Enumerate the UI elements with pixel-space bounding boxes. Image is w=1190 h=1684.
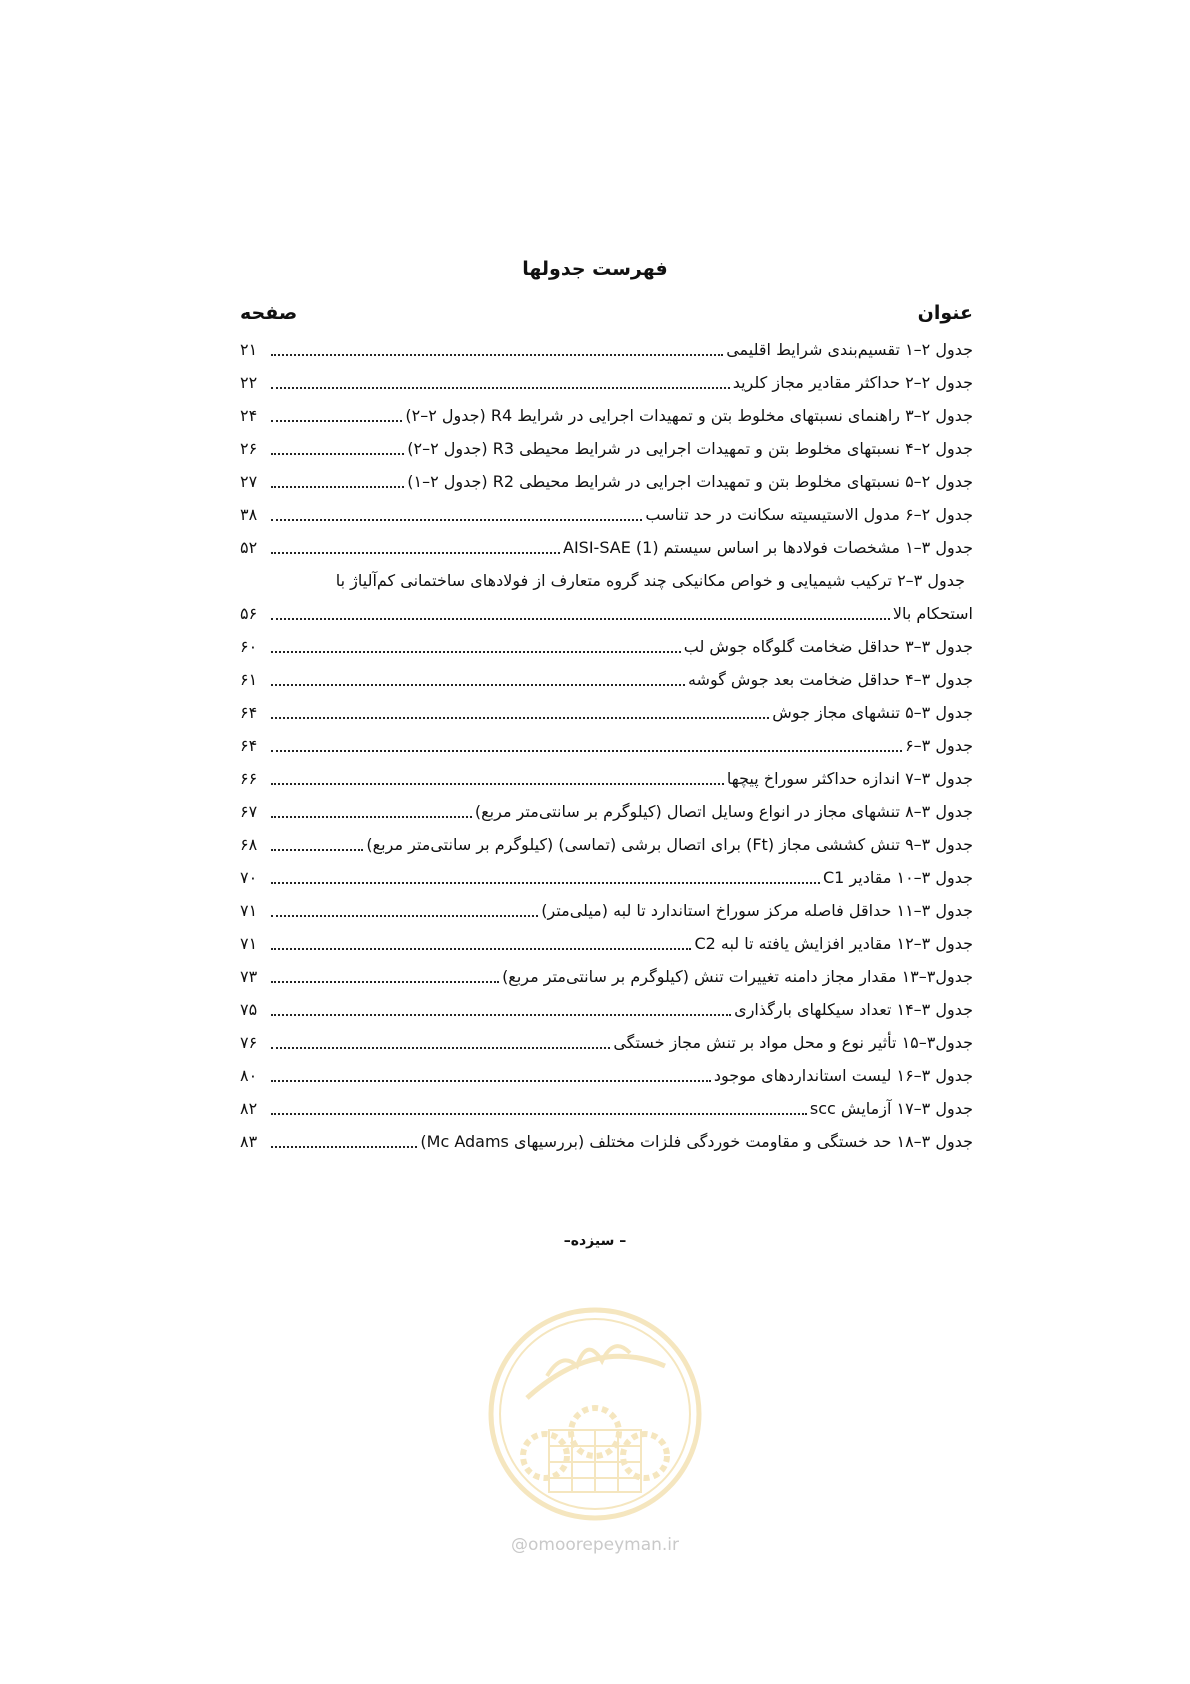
dot-leader	[271, 684, 685, 686]
page-title: فهرست جدولها	[522, 258, 668, 280]
toc-row[interactable]	[240, 1091, 973, 1124]
toc-row[interactable]	[240, 365, 973, 398]
dot-leader	[271, 915, 538, 917]
toc-page-number: ۶۰	[240, 637, 258, 656]
toc-page-number: ۷۶	[240, 1033, 258, 1052]
toc-row[interactable]	[240, 728, 973, 761]
toc-row[interactable]	[240, 926, 973, 959]
toc-page-number: ۷۱	[240, 934, 258, 953]
toc-entry-title: جدول ۳–۳ حداقل ضخامت گلوگاه جوش لب	[683, 637, 973, 656]
toc-entry-title: جدول ۳–۴ حداقل ضخامت بعد جوش گوشه	[687, 670, 973, 689]
toc-entry-title: جدول ۳–۱۴ تعداد سیکلهای بارگذاری	[734, 1000, 973, 1019]
toc-entry-title: جدول ۳–۲ ترکیب شیمیایی و خواص مکانیکی چند گروه متعارف از فولادهای ساختمانی کم‌آلیاژ با	[335, 571, 965, 590]
toc-row[interactable]	[240, 794, 973, 827]
toc-page-number: ۸۰	[240, 1066, 258, 1085]
toc-row[interactable]	[240, 497, 973, 530]
toc-entry-title: جدول ۳–۱۸ حد خستگی و مقاومت خوردگی فلزات مختلف (بررسیهای Mc Adams)	[420, 1132, 973, 1151]
toc-row[interactable]	[240, 431, 973, 464]
title-column-heading: عنوان	[917, 302, 973, 324]
toc-entry-title: جدول ۳–۹ تنش کششی مجاز (Ft) برای اتصال برشی (تماسی) (کیلوگرم بر سانتی‌متر مربع)	[366, 835, 973, 854]
toc-page-number: ۲۱	[240, 340, 258, 359]
dot-leader	[271, 387, 730, 389]
toc-entry-title: جدول ۲–۶ مدول الاستیسیته سکانت در حد تناسب	[645, 505, 973, 524]
dot-leader	[271, 1080, 711, 1082]
toc-page-number: ۳۸	[240, 505, 258, 524]
toc-entry-continuation: استحکام بالا	[892, 604, 973, 623]
toc-page-number: ۶۸	[240, 835, 258, 854]
toc-entry-title: جدول ۳–۱۲ مقادیر افزایش یافته تا لبه C2	[694, 934, 973, 953]
dot-leader	[271, 783, 724, 785]
dot-leader	[271, 750, 902, 752]
toc-row-continuation[interactable]	[240, 596, 973, 629]
dot-leader	[271, 618, 890, 620]
toc-page-number: ۶۴	[240, 703, 258, 722]
dot-leader	[271, 1113, 807, 1115]
toc-entry-title: جدول ۲–۵ نسبتهای مخلوط بتن و تمهیدات اجرایی در شرایط محیطی R2 (جدول ۲–۱)	[407, 472, 973, 491]
toc-page-number: ۶۶	[240, 769, 258, 788]
table-of-tables	[240, 332, 973, 1157]
toc-page-number: ۶۷	[240, 802, 258, 821]
toc-row[interactable]	[240, 1058, 973, 1091]
toc-row[interactable]	[240, 761, 973, 794]
toc-entry-title: جدول ۳–۶	[905, 736, 973, 755]
toc-page-number: ۸۳	[240, 1132, 258, 1151]
toc-page-number: ۲۷	[240, 472, 258, 491]
toc-page-number: ۶۱	[240, 670, 258, 689]
toc-entry-title: جدول ۳–۱ مشخصات فولادها بر اساس سیستم AISI-SAE (1)	[563, 538, 973, 557]
dot-leader	[271, 882, 820, 884]
toc-header	[240, 302, 973, 324]
toc-entry-title: جدول ۳–۷ اندازه حداکثر سوراخ پیچها	[726, 769, 973, 788]
toc-row[interactable]	[240, 662, 973, 695]
toc-row[interactable]	[240, 860, 973, 893]
toc-page-number: ۷۳	[240, 967, 258, 986]
toc-page-number: ۷۱	[240, 901, 258, 920]
toc-page-number: ۲۲	[240, 373, 258, 392]
toc-page-number: ۵۲	[240, 538, 258, 557]
dot-leader	[271, 354, 723, 356]
dot-leader	[271, 486, 404, 488]
toc-entry-title: جدول ۳–۱۰ مقادیر C1	[823, 868, 973, 887]
dot-leader	[271, 519, 642, 521]
toc-row[interactable]	[240, 464, 973, 497]
toc-page-number: ۸۲	[240, 1099, 258, 1118]
toc-entry-title: جدول ۲–۴ نسبتهای مخلوط بتن و تمهیدات اجرایی در شرایط محیطی R3 (جدول ۲–۲)	[407, 439, 973, 458]
toc-row[interactable]	[240, 893, 973, 926]
toc-row[interactable]	[240, 563, 973, 596]
toc-row[interactable]	[240, 959, 973, 992]
toc-row[interactable]	[240, 1025, 973, 1058]
dot-leader	[271, 981, 499, 983]
toc-entry-title: جدول۳–۱۵ تأثیر نوع و محل مواد بر تنش مجاز خستگی	[613, 1033, 973, 1052]
dot-leader	[271, 453, 404, 455]
toc-entry-title: جدول۳–۱۳ مقدار مجاز دامنه تغییرات تنش (کیلوگرم بر سانتی‌متر مربع)	[502, 967, 973, 986]
toc-entry-title: جدول ۳–۱۷ آزمایش scc	[809, 1099, 973, 1118]
page-column-heading: صفحه	[240, 302, 298, 324]
toc-entry-title: جدول ۳–۸ تنشهای مجاز در انواع وسایل اتصال (کیلوگرم بر سانتی‌متر مربع)	[474, 802, 973, 821]
toc-row[interactable]	[240, 332, 973, 365]
dot-leader	[271, 420, 402, 422]
dot-leader	[271, 651, 681, 653]
dot-leader	[271, 552, 560, 554]
toc-row[interactable]	[240, 695, 973, 728]
toc-page-number: ۷۰	[240, 868, 258, 887]
toc-entry-title: جدول ۲–۲ حداکثر مقادیر مجاز کلرید	[732, 373, 973, 392]
toc-entry-title: جدول ۳–۵ تنشهای مجاز جوش	[772, 703, 973, 722]
dot-leader	[271, 1047, 610, 1049]
toc-page-number: ۲۴	[240, 406, 258, 425]
toc-row[interactable]	[240, 629, 973, 662]
page-footer-number: – سیزده–	[563, 1233, 627, 1249]
toc-page-number: ۶۴	[240, 736, 258, 755]
dot-leader	[271, 816, 472, 818]
toc-entry-title: جدول ۳–۱۶ لیست استانداردهای موجود	[713, 1066, 973, 1085]
toc-row[interactable]	[240, 827, 973, 860]
dot-leader	[271, 717, 769, 719]
toc-row[interactable]	[240, 992, 973, 1025]
watermark-website: @omoorepeyman.ir	[510, 1535, 680, 1555]
dot-leader	[271, 1146, 417, 1148]
dot-leader	[271, 948, 691, 950]
dot-leader	[271, 849, 363, 851]
toc-page-number: ۵۶	[240, 604, 258, 623]
toc-entry-title: جدول ۲–۱ تقسیم‌بندی شرایط اقلیمی	[726, 340, 973, 359]
dot-leader	[271, 1014, 731, 1016]
toc-row[interactable]	[240, 398, 973, 431]
toc-page-number: ۷۵	[240, 1000, 258, 1019]
toc-entry-title: جدول ۳–۱۱ حداقل فاصله مرکز سوراخ استاندارد تا لبه (میلی‌متر)	[541, 901, 973, 920]
toc-page-number: ۲۶	[240, 439, 258, 458]
toc-row[interactable]	[240, 530, 973, 563]
toc-entry-title: جدول ۲–۳ راهنمای نسبتهای مخلوط بتن و تمهیدات اجرایی در شرایط R4 (جدول ۲–۲)	[405, 406, 973, 425]
toc-row[interactable]	[240, 1124, 973, 1157]
watermark-logo	[487, 1306, 703, 1522]
